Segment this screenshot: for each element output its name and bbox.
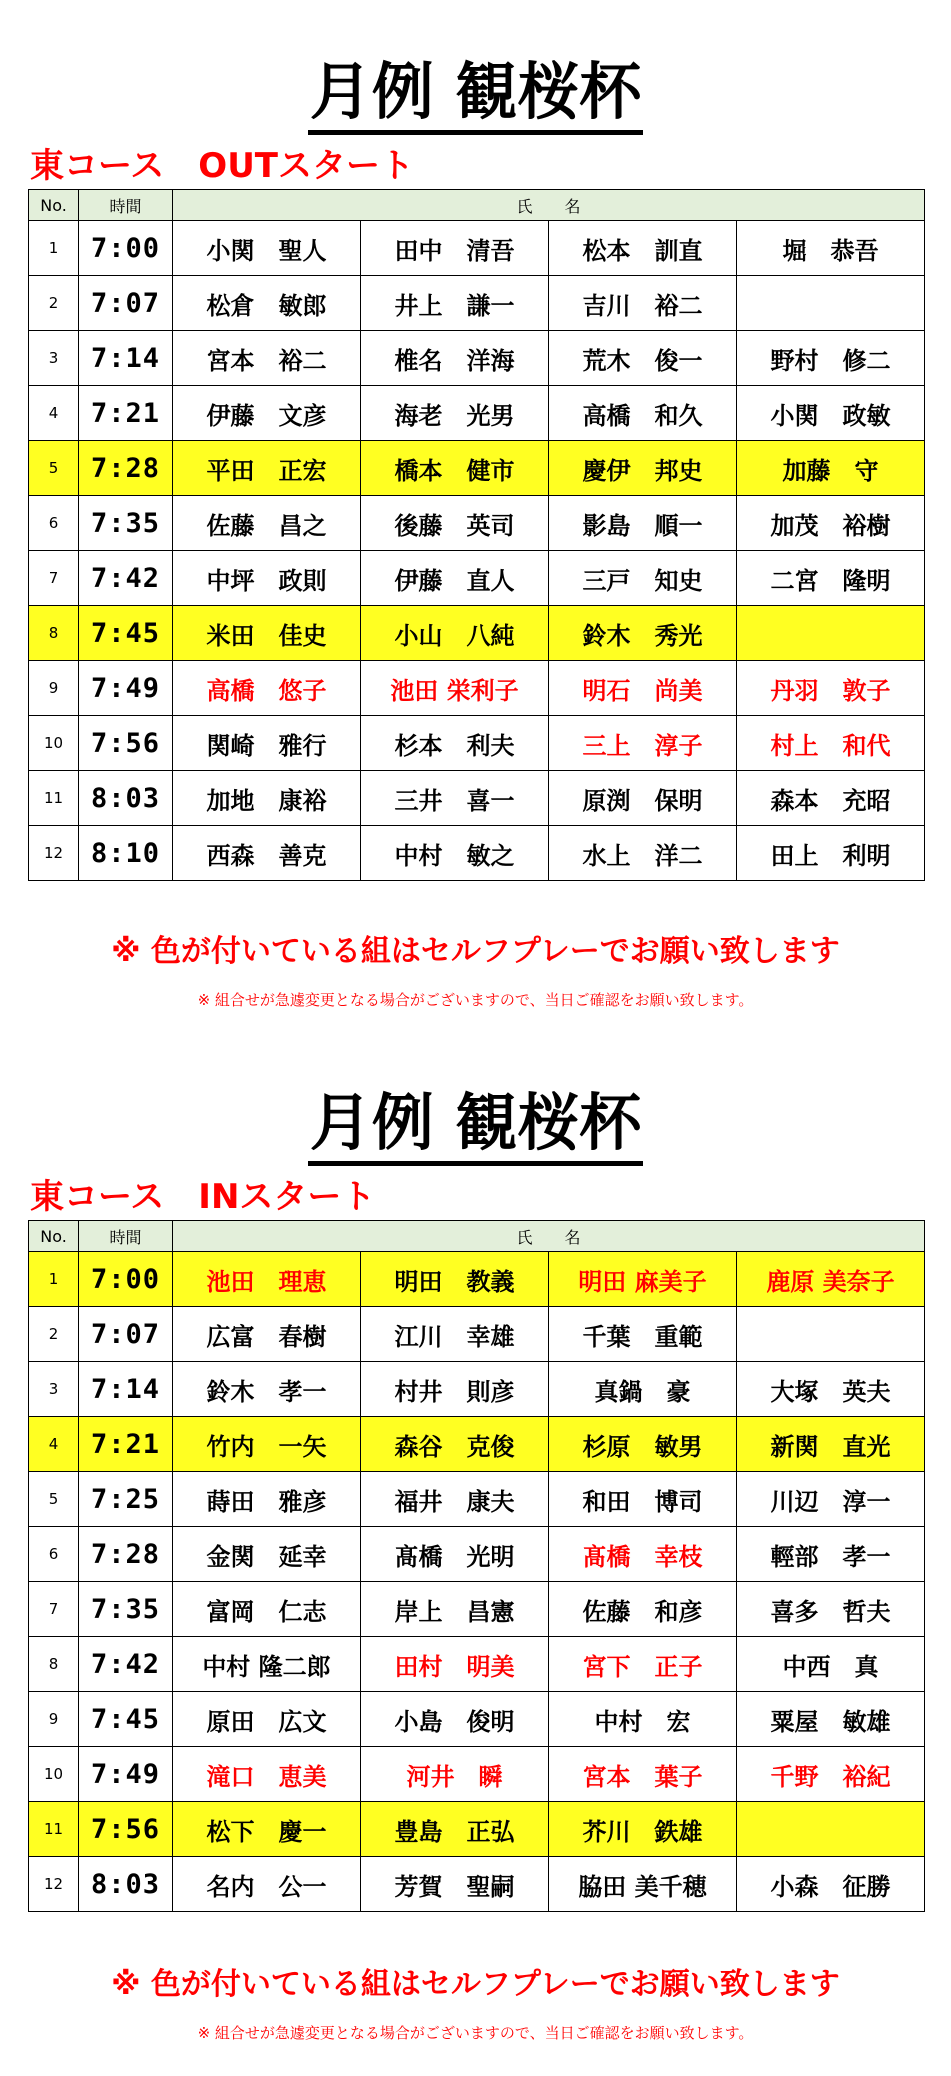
tee-time: 7:21 (79, 386, 173, 441)
player-name: 杉原 敏男 (549, 1417, 737, 1472)
group-number: 8 (29, 606, 79, 661)
table-row (29, 1307, 925, 1362)
player-name: 金関 延幸 (173, 1527, 361, 1582)
table-row (29, 276, 925, 331)
table-row (29, 221, 925, 276)
player-name: 小山 八純 (361, 606, 549, 661)
player-name: 伊藤 直人 (361, 551, 549, 606)
tee-time-table (28, 1220, 925, 1912)
player-name: 原田 広文 (173, 1692, 361, 1747)
player-name: 野村 修二 (737, 331, 925, 386)
group-number: 3 (29, 331, 79, 386)
player-name: 後藤 英司 (361, 496, 549, 551)
table-row (29, 716, 925, 771)
player-name: 輕部 孝一 (737, 1527, 925, 1582)
table-row (29, 386, 925, 441)
player-name: 伊藤 文彦 (173, 386, 361, 441)
player-name: 宮本 葉子 (549, 1747, 737, 1802)
group-number: 6 (29, 1527, 79, 1582)
player-name: 村井 則彦 (361, 1362, 549, 1417)
table-row (29, 1417, 925, 1472)
player-name: 米田 佳史 (173, 606, 361, 661)
player-name: 喜多 哲夫 (737, 1582, 925, 1637)
table-row (29, 1857, 925, 1912)
page-title: 月例 観桜杯 (0, 1083, 951, 1166)
player-name: 髙橋 光明 (361, 1527, 549, 1582)
tee-time: 8:03 (79, 771, 173, 826)
table-row (29, 551, 925, 606)
player-name: 荒木 俊一 (549, 331, 737, 386)
player-name: 千葉 重範 (549, 1307, 737, 1362)
group-number: 2 (29, 276, 79, 331)
player-name: 小関 政敏 (737, 386, 925, 441)
tee-time: 7:35 (79, 1582, 173, 1637)
player-name: 中村 隆二郎 (173, 1637, 361, 1692)
player-name: 中坪 政則 (173, 551, 361, 606)
header-name: 氏 名 (173, 190, 925, 221)
tee-time: 7:14 (79, 1362, 173, 1417)
player-name: 高橋 悠子 (173, 661, 361, 716)
player-name: 千野 裕紀 (737, 1747, 925, 1802)
group-number: 12 (29, 1857, 79, 1912)
player-name: 鈴木 秀光 (549, 606, 737, 661)
player-name: 加藤 守 (737, 441, 925, 496)
player-name: 芳賀 聖嗣 (361, 1857, 549, 1912)
tee-time: 8:10 (79, 826, 173, 881)
group-number: 7 (29, 551, 79, 606)
table-header (29, 190, 925, 221)
player-name: 平田 正宏 (173, 441, 361, 496)
group-number: 10 (29, 716, 79, 771)
self-play-notice: ※ 色が付いている組はセルフプレーでお願い致します (111, 1967, 840, 2002)
group-number: 1 (29, 221, 79, 276)
player-name: 村上 和代 (737, 716, 925, 771)
group-number: 4 (29, 1417, 79, 1472)
player-name: 粟屋 敏雄 (737, 1692, 925, 1747)
player-name: 小関 聖人 (173, 221, 361, 276)
header-time: 時間 (79, 190, 173, 221)
player-name: 宮下 正子 (549, 1637, 737, 1692)
player-name: 松下 慶一 (173, 1802, 361, 1857)
player-name: 田村 明美 (361, 1637, 549, 1692)
header-name: 氏 名 (173, 1221, 925, 1252)
tee-time-rows (29, 190, 925, 881)
header-no: No. (29, 190, 79, 221)
section-out (0, 52, 951, 1032)
group-number: 8 (29, 1637, 79, 1692)
player-name: 三戸 知史 (549, 551, 737, 606)
table-row (29, 1362, 925, 1417)
player-name: 蒔田 雅彦 (173, 1472, 361, 1527)
player-name: 三井 喜一 (361, 771, 549, 826)
tee-time-rows (29, 1221, 925, 1912)
player-name: 富岡 仁志 (173, 1582, 361, 1637)
player-name: 岸上 昌憲 (361, 1582, 549, 1637)
group-number: 7 (29, 1582, 79, 1637)
player-name: 新関 直光 (737, 1417, 925, 1472)
group-number: 11 (29, 771, 79, 826)
tee-time: 7:42 (79, 1637, 173, 1692)
tee-time: 7:49 (79, 1747, 173, 1802)
player-name (737, 276, 925, 331)
player-name: 中村 敏之 (361, 826, 549, 881)
table-row (29, 331, 925, 386)
table-row (29, 1747, 925, 1802)
self-play-notice: ※ 色が付いている組はセルフプレーでお願い致します (111, 934, 840, 969)
player-name: 竹内 一矢 (173, 1417, 361, 1472)
player-name: 豊島 正弘 (361, 1802, 549, 1857)
player-name: 森本 充昭 (737, 771, 925, 826)
player-name: 中村 宏 (549, 1692, 737, 1747)
player-name: 福井 康夫 (361, 1472, 549, 1527)
player-name: 水上 洋二 (549, 826, 737, 881)
tee-time: 7:07 (79, 276, 173, 331)
tee-time: 7:42 (79, 551, 173, 606)
player-name: 加茂 裕樹 (737, 496, 925, 551)
group-number: 1 (29, 1252, 79, 1307)
table-row (29, 1692, 925, 1747)
player-name (737, 1307, 925, 1362)
group-number: 9 (29, 661, 79, 716)
player-name: 明田 教義 (361, 1252, 549, 1307)
player-name: 田上 利明 (737, 826, 925, 881)
player-name: 和田 博司 (549, 1472, 737, 1527)
player-name: 原渕 保明 (549, 771, 737, 826)
player-name: 松本 訓直 (549, 221, 737, 276)
tee-time: 7:00 (79, 221, 173, 276)
table-row (29, 771, 925, 826)
page-title: 月例 観桜杯 (0, 52, 951, 135)
player-name: 三上 淳子 (549, 716, 737, 771)
player-name: 佐藤 昌之 (173, 496, 361, 551)
tee-time: 7:45 (79, 606, 173, 661)
player-name: 真鍋 豪 (549, 1362, 737, 1417)
player-name: 高橋 和久 (549, 386, 737, 441)
tee-time: 7:00 (79, 1252, 173, 1307)
tee-time: 7:21 (79, 1417, 173, 1472)
header-time: 時間 (79, 1221, 173, 1252)
table-row (29, 496, 925, 551)
tee-time: 7:35 (79, 496, 173, 551)
course-label: 東コース INスタート (30, 1177, 376, 1217)
tee-time: 7:49 (79, 661, 173, 716)
player-name: 吉川 裕二 (549, 276, 737, 331)
player-name: 芥川 鉄雄 (549, 1802, 737, 1857)
player-name: 二宮 隆明 (737, 551, 925, 606)
section-in (0, 1083, 951, 2073)
player-name: 名内 公一 (173, 1857, 361, 1912)
group-number: 5 (29, 1472, 79, 1527)
player-name: 影島 順一 (549, 496, 737, 551)
group-number: 2 (29, 1307, 79, 1362)
player-name: 田中 清吾 (361, 221, 549, 276)
player-name: 明石 尚美 (549, 661, 737, 716)
table-row (29, 1637, 925, 1692)
player-name: 加地 康裕 (173, 771, 361, 826)
header-no: No. (29, 1221, 79, 1252)
player-name: 池田 栄利子 (361, 661, 549, 716)
player-name: 河井 瞬 (361, 1747, 549, 1802)
player-name: 明田 麻美子 (549, 1252, 737, 1307)
group-number: 6 (29, 496, 79, 551)
player-name: 橋本 健市 (361, 441, 549, 496)
player-name: 杉本 利夫 (361, 716, 549, 771)
tee-time: 8:03 (79, 1857, 173, 1912)
group-number: 3 (29, 1362, 79, 1417)
player-name: 滝口 恵美 (173, 1747, 361, 1802)
table-row (29, 661, 925, 716)
group-number: 10 (29, 1747, 79, 1802)
player-name: 中西 真 (737, 1637, 925, 1692)
tee-time: 7:28 (79, 1527, 173, 1582)
player-name: 髙橋 幸枝 (549, 1527, 737, 1582)
table-row (29, 826, 925, 881)
player-name: 慶伊 邦史 (549, 441, 737, 496)
player-name: 脇田 美千穂 (549, 1857, 737, 1912)
tee-time: 7:28 (79, 441, 173, 496)
group-number: 11 (29, 1802, 79, 1857)
table-row (29, 606, 925, 661)
player-name: 森谷 克俊 (361, 1417, 549, 1472)
group-number: 12 (29, 826, 79, 881)
tee-time: 7:56 (79, 1802, 173, 1857)
player-name: 江川 幸雄 (361, 1307, 549, 1362)
tee-time-table (28, 189, 925, 881)
table-row (29, 1802, 925, 1857)
table-row (29, 1252, 925, 1307)
table-row (29, 1582, 925, 1637)
group-number: 9 (29, 1692, 79, 1747)
tee-time: 7:45 (79, 1692, 173, 1747)
tee-time: 7:14 (79, 331, 173, 386)
player-name: 松倉 敏郎 (173, 276, 361, 331)
player-name: 川辺 淳一 (737, 1472, 925, 1527)
player-name: 井上 謙一 (361, 276, 549, 331)
player-name: 丹羽 敦子 (737, 661, 925, 716)
change-subnote: ※ 組合せが急遽変更となる場合がございますので、当日ご確認をお願い致します。 (197, 2024, 754, 2042)
player-name: 鈴木 孝一 (173, 1362, 361, 1417)
player-name (737, 606, 925, 661)
table-row (29, 1527, 925, 1582)
player-name: 鹿原 美奈子 (737, 1252, 925, 1307)
player-name: 海老 光男 (361, 386, 549, 441)
player-name (737, 1802, 925, 1857)
player-name: 池田 理恵 (173, 1252, 361, 1307)
tee-time: 7:07 (79, 1307, 173, 1362)
group-number: 5 (29, 441, 79, 496)
player-name: 広富 春樹 (173, 1307, 361, 1362)
player-name: 西森 善克 (173, 826, 361, 881)
table-row (29, 1472, 925, 1527)
player-name: 関崎 雅行 (173, 716, 361, 771)
player-name: 佐藤 和彦 (549, 1582, 737, 1637)
player-name: 堀 恭吾 (737, 221, 925, 276)
player-name: 椎名 洋海 (361, 331, 549, 386)
group-number: 4 (29, 386, 79, 441)
player-name: 小森 征勝 (737, 1857, 925, 1912)
player-name: 宮本 裕二 (173, 331, 361, 386)
change-subnote: ※ 組合せが急遽変更となる場合がございますので、当日ご確認をお願い致します。 (197, 991, 754, 1009)
player-name: 大塚 英夫 (737, 1362, 925, 1417)
player-name: 小島 俊明 (361, 1692, 549, 1747)
table-row (29, 441, 925, 496)
tee-time: 7:56 (79, 716, 173, 771)
course-label: 東コース OUTスタート (30, 146, 415, 186)
tee-time: 7:25 (79, 1472, 173, 1527)
table-header (29, 1221, 925, 1252)
